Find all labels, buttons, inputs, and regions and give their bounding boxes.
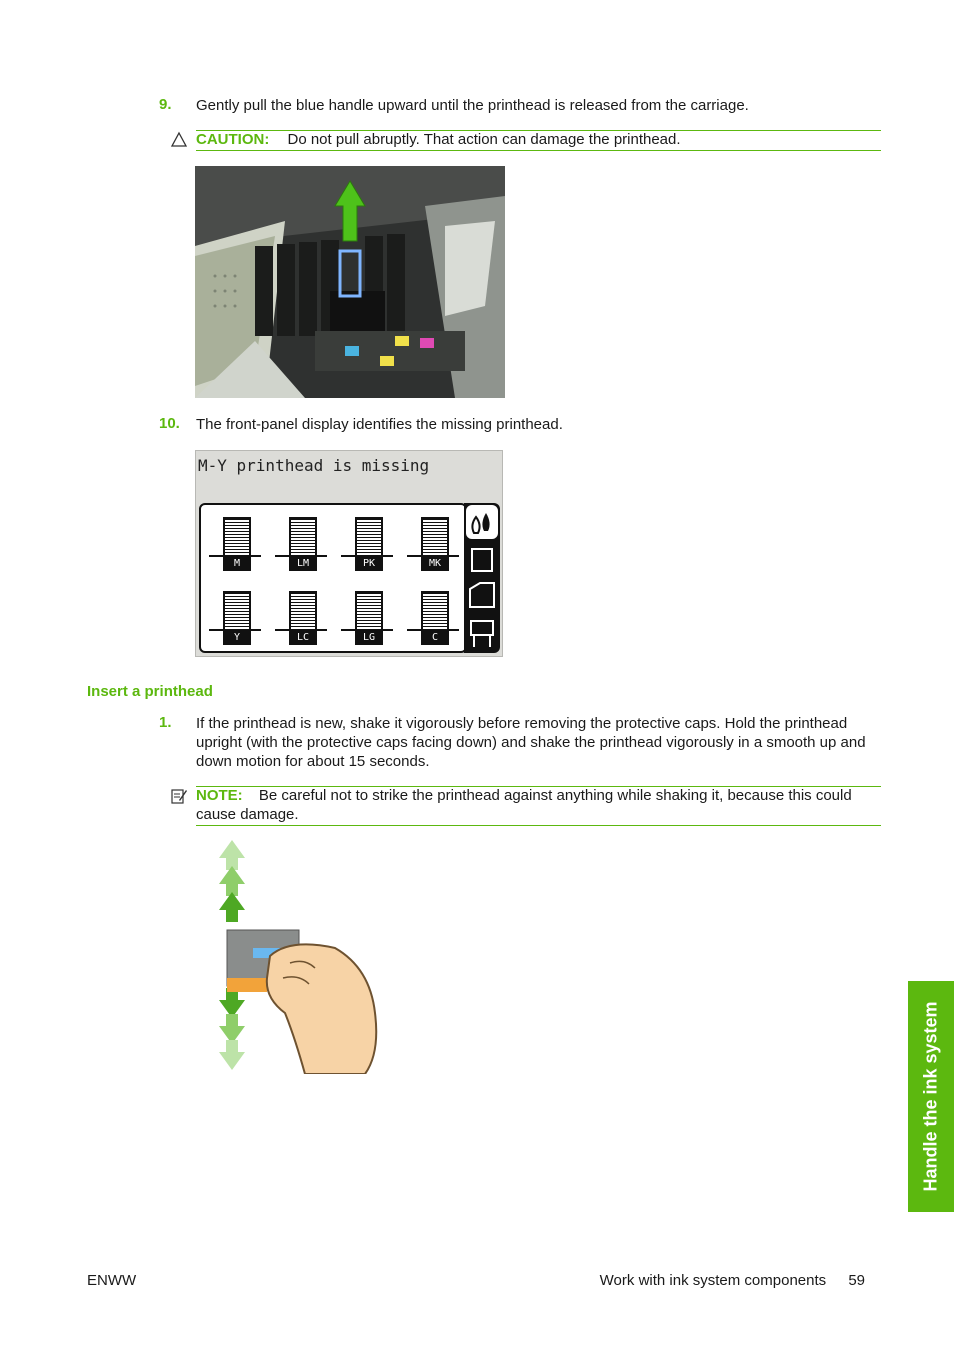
display-menu-strip xyxy=(464,503,500,653)
chapter-side-tab xyxy=(908,981,954,1212)
shake-printhead-illustration xyxy=(195,838,385,1074)
printhead-slot-label: MK xyxy=(421,557,449,571)
printhead-slot-label: PK xyxy=(355,557,383,571)
footer-right xyxy=(600,1272,865,1289)
section-heading: Insert a printhead xyxy=(87,683,213,700)
printhead-slot-label: C xyxy=(421,631,449,645)
printhead-removal-photo xyxy=(195,166,505,398)
footer-section: Work with ink system components xyxy=(599,1272,827,1289)
step-text: If the printhead is new, shake it vigorously before removing the protective caps. Hold the printhead upright (with the protective caps facing down) and shake the printhead vigorously in a smooth up and down motion for about 15 seconds. xyxy=(196,715,866,770)
page-number: 59 xyxy=(848,1272,865,1289)
printhead-slot-label: LC xyxy=(289,631,317,645)
step-number: 9. xyxy=(159,96,172,113)
folder-icon xyxy=(470,583,494,607)
note-text: Be careful not to strike the printhead against anything while shaking it, because this could cause damage. xyxy=(196,787,852,823)
caution-bottom-rule xyxy=(196,150,881,151)
printhead-slot xyxy=(407,591,459,651)
printhead-slot xyxy=(341,591,393,651)
printhead-status-panel xyxy=(199,503,467,653)
printhead-slot xyxy=(407,517,459,577)
front-panel-display xyxy=(195,450,503,657)
step-text: The front-panel display identifies the missing printhead. xyxy=(196,416,563,433)
printhead-slot xyxy=(209,517,261,577)
up-arrows-icon xyxy=(219,840,245,922)
printhead-slot xyxy=(275,517,327,577)
display-message: M-Y printhead is missing xyxy=(198,456,430,475)
printhead-slot-label: Y xyxy=(223,631,251,645)
printhead-slot xyxy=(209,591,261,651)
step-number: 1. xyxy=(159,714,172,731)
note-bottom-rule xyxy=(196,825,881,826)
step-text: Gently pull the blue handle upward until the printhead is released from the carriage. xyxy=(196,97,749,114)
printhead-slot xyxy=(341,517,393,577)
printhead-slot-label: LG xyxy=(355,631,383,645)
caution-triangle-icon xyxy=(170,131,188,149)
caution-label: CAUTION: xyxy=(196,131,270,148)
printer-icon xyxy=(471,621,493,635)
caution-text: Do not pull abruptly. That action can damage the printhead. xyxy=(287,131,681,148)
paper-icon xyxy=(472,549,492,571)
chapter-side-tab-label: Handle the ink system xyxy=(920,1001,941,1192)
note-label: NOTE: xyxy=(196,787,243,804)
step-number: 10. xyxy=(159,415,180,432)
note-box xyxy=(196,786,882,824)
printhead-slot xyxy=(275,591,327,651)
down-arrows-icon xyxy=(219,988,245,1070)
printhead-slot-label: M xyxy=(223,557,251,571)
footer-left: ENWW xyxy=(87,1272,137,1289)
caution-box xyxy=(196,130,882,149)
note-pencil-icon xyxy=(170,787,188,805)
printhead-slot-label: LM xyxy=(289,557,317,571)
